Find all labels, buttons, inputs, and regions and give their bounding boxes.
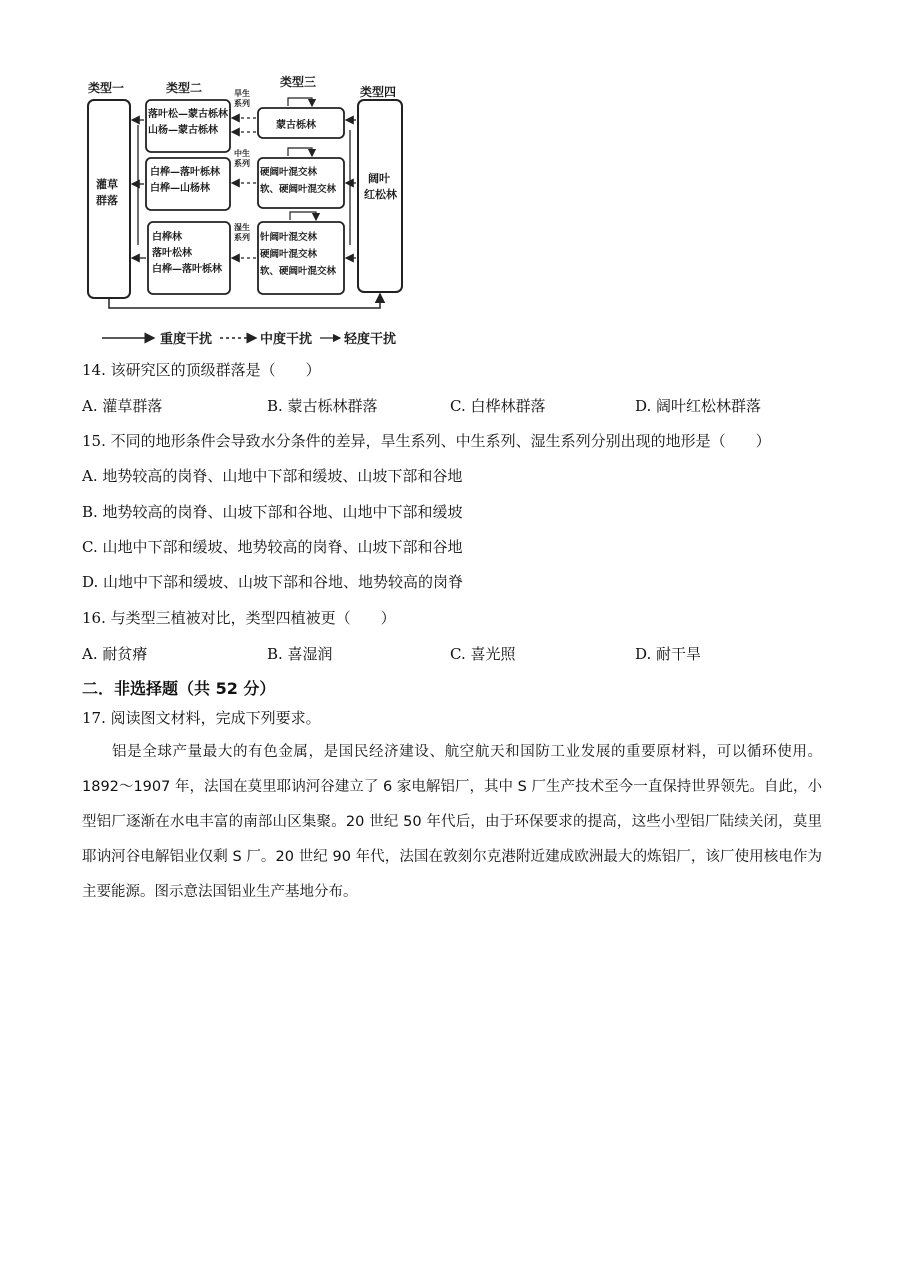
broadleaf-label-1: 阔叶 — [368, 172, 390, 185]
t2-box1-line2: 山杨—蒙古栎林 — [148, 125, 218, 136]
t3-box1-line1: 蒙古栎林 — [276, 120, 316, 131]
t2-box3-line3: 白桦—落叶栎林 — [152, 264, 222, 275]
broadleaf-label-2: 红松林 — [364, 188, 397, 201]
q15-option-b[interactable]: B. 地势较高的岗脊、山坡下部和谷地、山地中下部和缓坡 — [82, 503, 463, 521]
arrows-heavy — [132, 120, 146, 258]
legend-light: 轻度干扰 — [344, 332, 397, 347]
section-heading: 二．非选择题（共 52 分） — [82, 679, 276, 698]
q16-option-d[interactable]: D. 耐干旱 — [635, 645, 702, 663]
q16-stem: 16. 与类型三植被对比，类型四植被更（ ） — [82, 609, 396, 627]
t2-box2-line1: 白桦—落叶栎林 — [150, 167, 220, 178]
series-mid-1: 中生 — [234, 149, 250, 158]
legend — [102, 331, 396, 347]
t2-box3-line1: 白桦林 — [152, 232, 182, 243]
recovery-arrow — [109, 294, 380, 308]
t2-box3-line2: 落叶松林 — [152, 248, 192, 259]
type2-label: 类型二 — [166, 81, 203, 95]
series-dry-2: 系列 — [234, 99, 250, 108]
q15-option-c[interactable]: C. 山地中下部和缓坡、地势较高的岗脊、山坡下部和谷地 — [82, 538, 463, 556]
t3-box2-line2: 软、硬阔叶混交林 — [260, 184, 337, 195]
series-wet-1: 湿生 — [234, 223, 250, 232]
type3-label: 类型三 — [280, 75, 317, 89]
t3-box2-line1: 硬阔叶混交林 — [260, 167, 318, 178]
t2-box2-line2: 白桦—山杨林 — [150, 183, 210, 194]
type3-loops — [288, 98, 316, 220]
q15-stem: 15. 不同的地形条件会导致水分条件的差异，旱生系列、中生系列、湿生系列分别出现的地形是（ ） — [82, 432, 771, 450]
q16-option-b[interactable]: B. 喜湿润 — [267, 645, 333, 663]
t3-box3-line2: 硬阔叶混交林 — [260, 249, 318, 260]
q17-stem: 17. 阅读图文材料，完成下列要求。 — [82, 709, 321, 727]
q14-option-a[interactable]: A. 灌草群落 — [82, 397, 163, 415]
type1-label: 类型一 — [88, 81, 125, 95]
series-dry-1: 旱生 — [234, 89, 250, 98]
t3-box3-line1: 针阔叶混交林 — [260, 232, 318, 243]
arrows-light — [346, 120, 356, 258]
q14-option-b[interactable]: B. 蒙古栎林群落 — [267, 397, 378, 415]
type4-label: 类型四 — [360, 85, 397, 99]
q17-material: 铝是全球产量最大的有色金属，是国民经济建设、航空航天和国防工业发展的重要原材料，可以循环使用。1892～1907 年，法国在莫里耶讷河谷建立了 6 家电解铝厂，其中 S 厂生产技术至今一直保持世界领先。自此，小型铝厂逐渐在水电丰富的南部山区集聚。20 世纪 50 年代后，由于环保要求的提高，这些小型铝厂陆续关闭，莫里耶讷河谷电解铝业仅剩 S 厂。20 世纪 90 年代，法国在敦刻尔克港附近建成欧洲最大的炼铝厂，该厂使用核电作为主要能源。图示意法国铝业生产基地分布。 — [82, 744, 822, 900]
q15-option-a[interactable]: A. 地势较高的岗脊、山地中下部和缓坡、山坡下部和谷地 — [82, 467, 463, 485]
shrub-label-2: 群落 — [96, 194, 118, 207]
q14-option-d[interactable]: D. 阔叶红松林群落 — [635, 397, 762, 415]
series-wet-2: 系列 — [234, 233, 250, 242]
legend-moderate: 中度干扰 — [260, 332, 313, 347]
succession-diagram — [80, 70, 420, 350]
t3-box3-line3: 软、硬阔叶混交林 — [260, 266, 337, 277]
q16-option-c[interactable]: C. 喜光照 — [450, 645, 516, 663]
q15-option-d[interactable]: D. 山地中下部和缓坡、山坡下部和谷地、地势较高的岗脊 — [82, 573, 464, 591]
t3-box-2 — [258, 158, 344, 208]
q14-option-c[interactable]: C. 白桦林群落 — [450, 397, 546, 415]
q14-stem: 14. 该研究区的顶级群落是（ ） — [82, 361, 321, 379]
legend-heavy: 重度干扰 — [160, 332, 213, 347]
q16-option-a[interactable]: A. 耐贫瘠 — [82, 645, 148, 663]
succession-diagram-svg — [80, 70, 420, 350]
shrub-label-1: 灌草 — [96, 178, 118, 191]
t2-box1-line1: 落叶松—蒙古栎林 — [148, 109, 228, 120]
series-mid-2: 系列 — [234, 159, 250, 168]
